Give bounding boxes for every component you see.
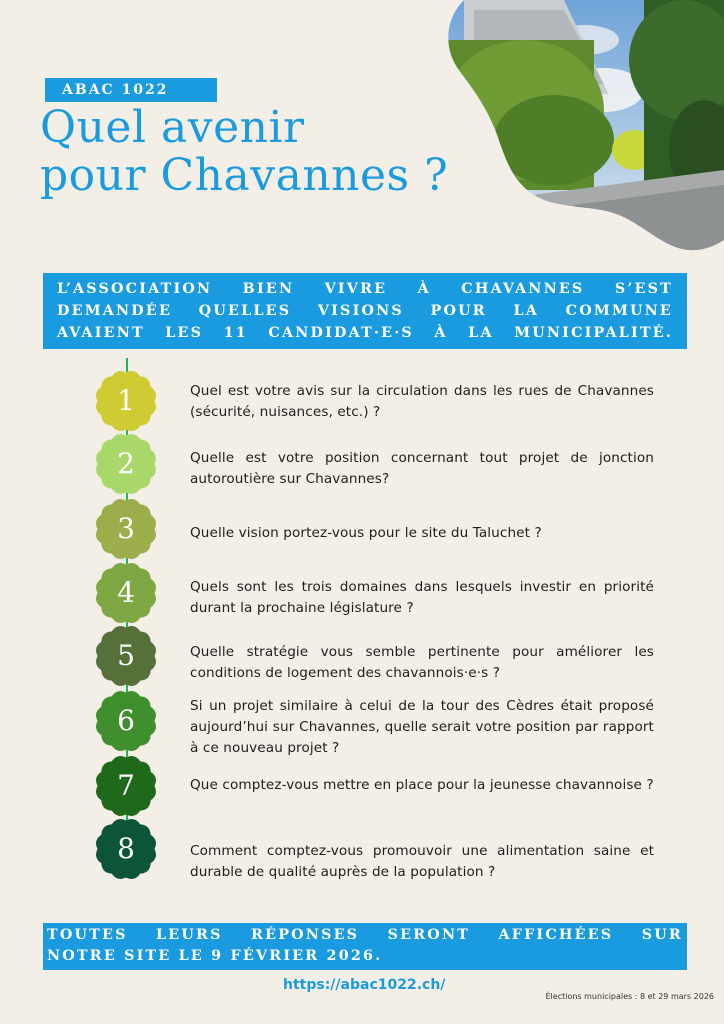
question-text: Quels sont les trois domaines dans lesquels investir en priorité durant la prochaine législature ?: [190, 579, 654, 616]
title-line-2: pour Chavannes ?: [40, 150, 449, 201]
question-number: 4: [117, 576, 135, 609]
title-line-1: Quel avenir: [40, 102, 305, 153]
street-photo: [434, 0, 724, 255]
question-number: 8: [117, 832, 135, 865]
question-number: 5: [117, 639, 135, 672]
intro-line-2: DEMANDÉE QUELLES VISIONS POUR LA COMMUNE: [57, 303, 673, 319]
question-number: 3: [117, 512, 135, 545]
website-link[interactable]: https://abac1022.ch/: [283, 977, 446, 993]
question-number: 2: [117, 447, 135, 480]
organization-tag: ABAC 1022: [45, 78, 217, 102]
question-number: 6: [117, 704, 135, 737]
question-number-badge: [95, 755, 157, 817]
outro-line-2: NOTRE SITE LE 9 FÉVRIER 2026.: [47, 948, 383, 964]
intro-line-3: AVAIENT LES 11 CANDIDAT·E·S À LA MUNICIPALITÉ.: [57, 325, 673, 341]
question-text: Comment comptez-vous promouvoir une alimentation saine et durable de qualité auprès de la population ?: [190, 843, 654, 880]
election-dates-note: Élections municipales : 8 et 29 mars 2026: [545, 992, 714, 1001]
question-text: Quelle vision portez-vous pour le site du Taluchet ?: [190, 525, 542, 541]
question-text: Quelle stratégie vous semble pertinente pour améliorer les conditions de logement des chavannois·e·s ?: [190, 644, 654, 681]
intro-line-1: L’ASSOCIATION BIEN VIVRE À CHAVANNES S’EST: [57, 281, 673, 297]
question-number-badge: [95, 498, 157, 560]
question-number-badge: [95, 562, 157, 624]
question-number-badge: [95, 818, 157, 880]
question-text: Quelle est votre position concernant tout projet de jonction autoroutière sur Chavannes?: [190, 450, 654, 487]
question-number: 7: [117, 769, 135, 802]
question-number-badge: [95, 690, 157, 752]
question-text: Que comptez-vous mettre en place pour la jeunesse chavannoise ?: [190, 777, 654, 793]
question-number-badge: [95, 370, 157, 432]
page-title: [40, 104, 448, 200]
outro-banner: [43, 923, 687, 970]
outro-line-1: TOUTES LEURS RÉPONSES SERONT AFFICHÉES SUR: [47, 927, 683, 943]
question-text: Quel est votre avis sur la circulation dans les rues de Chavannes (sécurité, nuisances, etc.) ?: [190, 383, 654, 420]
question-text: Si un projet similaire à celui de la tour des Cèdres était proposé aujourd’hui sur Chavannes, quelle serait votre position par rapport à ce nouveau projet ?: [190, 698, 654, 756]
intro-banner: [43, 273, 687, 349]
question-number-badge: [95, 433, 157, 495]
question-number-badge: [95, 625, 157, 687]
question-number: 1: [117, 384, 135, 417]
